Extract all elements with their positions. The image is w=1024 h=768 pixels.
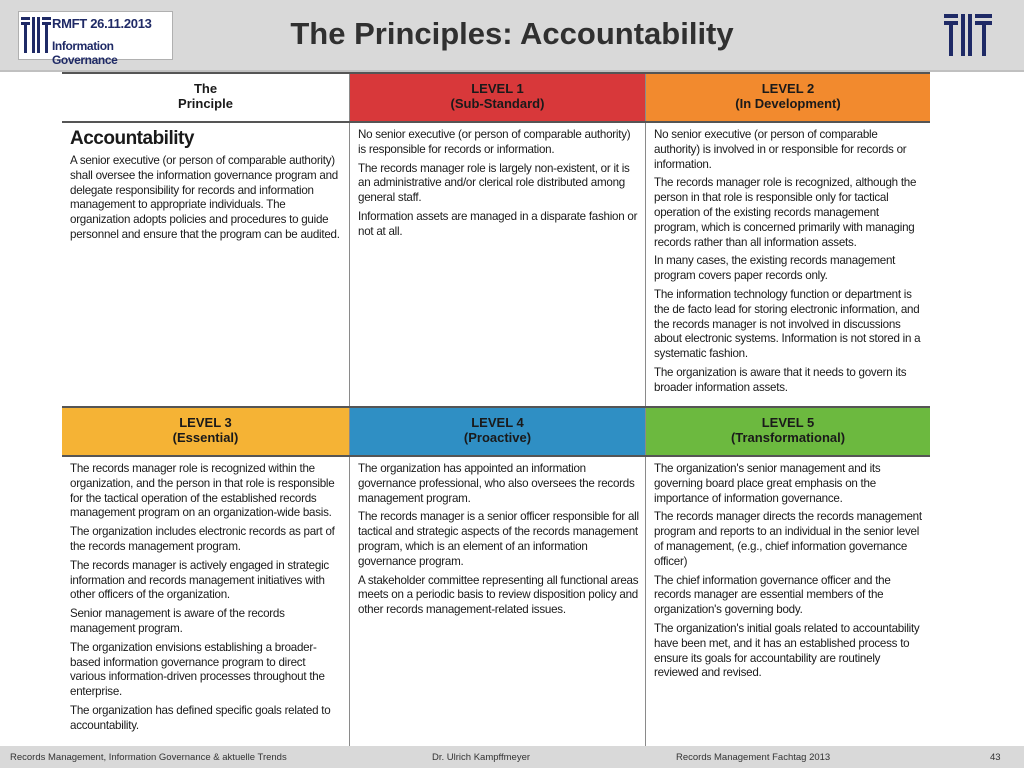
level-1-paragraph: No senior executive (or person of comparable authority) is responsible for records or information. bbox=[358, 128, 631, 156]
body-row-bottom bbox=[62, 457, 930, 746]
level-1-cell bbox=[350, 123, 646, 406]
pt-logo-icon bbox=[21, 17, 51, 53]
level-2-paragraph: The information technology function or department is the de facto lead for storing electronic information, and the records manager is not involved in discussions about electronic systems. Information is not stored in a systematic fashion. bbox=[654, 287, 921, 361]
header-level-3-line1: LEVEL 3 bbox=[179, 415, 232, 430]
level-4-paragraph: The organization has appointed an information governance professional, who also oversees the records management program. bbox=[358, 462, 635, 505]
level-3-cell bbox=[62, 457, 350, 746]
rmft-logo bbox=[18, 11, 173, 67]
header-level-5-line1: LEVEL 5 bbox=[761, 415, 815, 430]
header-principle bbox=[62, 74, 350, 121]
pt-brand-logo-icon bbox=[944, 14, 992, 56]
level-2-paragraph: In many cases, the existing records management program covers paper records only. bbox=[654, 254, 896, 283]
level-2-paragraph: The records manager role is recognized, although the person in that role is responsible only for tactical operation of the existing records management program, which is concerned primarily with managing records rather than all information assets. bbox=[654, 176, 917, 249]
maturity-model-table bbox=[62, 72, 930, 746]
level-3-paragraph: Senior management is aware of the records management program. bbox=[70, 607, 285, 635]
header-level-4-line1: LEVEL 4 bbox=[471, 415, 524, 430]
footer-page-number: 43 bbox=[990, 752, 1001, 763]
level-3-paragraph: The records manager role is recognized within the organization, and the person in that role is responsible for the tactical operation of the established records management program on an organization-wide basis. bbox=[70, 462, 335, 520]
principle-text: A senior executive (or person of comparable authority) shall oversee the information governance program and delegate responsibility for records and information management to appropriate individuals. The organization adopts policies and procedures to guide personnel and ensure that the program can be audited. bbox=[70, 154, 340, 241]
header-level-2-line1: LEVEL 2 bbox=[761, 81, 815, 96]
header-level-3-line2: (Essential) bbox=[172, 430, 239, 445]
header-level-1-line2: (Sub-Standard) bbox=[450, 96, 545, 111]
level-5-cell bbox=[646, 457, 930, 746]
header-level-5 bbox=[646, 408, 930, 455]
principle-name: Accountability bbox=[70, 128, 194, 149]
level-3-paragraph: The organization envisions establishing a broader-based information governance program to direct various information-driven processes throughout the enterprise. bbox=[70, 640, 325, 699]
level-5-paragraph: The chief information governance officer and the records manager are essential members of the organization's governing body. bbox=[654, 573, 891, 617]
header-principle-line1: The bbox=[193, 81, 218, 96]
level-2-paragraph: The organization is aware that it needs to govern its broader information assets. bbox=[654, 365, 907, 394]
principle-cell bbox=[62, 123, 350, 406]
header-principle-line2: Principle bbox=[178, 96, 233, 111]
level-5-paragraph: The records manager directs the records management program and reports to an individual in the senior level of management, (e.g., chief information governance officer) bbox=[654, 510, 922, 568]
level-5-paragraph: The organization's senior management and its governing board place great emphasis on the importance of information governance. bbox=[654, 462, 881, 505]
slide-header bbox=[0, 0, 1024, 72]
header-level-1 bbox=[350, 74, 646, 121]
level-5-paragraph: The organization's initial goals related to accountability have been met, and it has an established process to ensure its goals for accountability are routinely reviewed and revised. bbox=[654, 621, 920, 680]
level-2-paragraph: No senior executive (or person of comparable authority) is involved in or responsible for records or information. bbox=[654, 128, 907, 171]
header-level-4-line2: (Proactive) bbox=[463, 430, 532, 445]
footer-event: Records Management Fachtag 2013 bbox=[676, 752, 831, 763]
footer-author: Dr. Ulrich Kampffmeyer bbox=[432, 752, 531, 763]
slide-title: The Principles: Accountability bbox=[290, 16, 734, 51]
header-row-top bbox=[62, 74, 930, 121]
header-row-bottom bbox=[62, 408, 930, 455]
logo-subtitle: Information Governance bbox=[52, 39, 118, 67]
level-1-paragraph: Information assets are managed in a disparate fashion or not at all. bbox=[358, 209, 638, 238]
footer-title: Records Management, Information Governance & aktuelle Trends bbox=[10, 752, 287, 763]
logo-date: RMFT 26.11.2013 bbox=[52, 16, 152, 31]
level-3-paragraph: The organization includes electronic records as part of the records management program. bbox=[70, 525, 335, 553]
level-1-paragraph: The records manager role is largely non-existent, or it is an administrative and/or clerical role distributed among general staff. bbox=[358, 161, 630, 205]
header-level-3 bbox=[62, 408, 350, 455]
header-level-1-line1: LEVEL 1 bbox=[471, 81, 524, 96]
level-4-cell bbox=[350, 457, 646, 746]
header-level-4 bbox=[350, 408, 646, 455]
header-level-5-line2: (Transformational) bbox=[730, 430, 846, 445]
level-2-cell bbox=[646, 123, 930, 406]
level-4-paragraph: The records manager is a senior officer responsible for all tactical and strategic aspects of the records management program, which is an element of an information governance program. bbox=[358, 510, 639, 568]
level-4-paragraph: A stakeholder committee representing all functional areas meets on a periodic basis to review disposition policy and other records management-related issues. bbox=[358, 573, 639, 617]
header-level-2-line2: (In Development) bbox=[735, 96, 841, 111]
header-level-2 bbox=[646, 74, 930, 121]
level-3-paragraph: The records manager is actively engaged in strategic information and records management initiatives with other officers of the organization. bbox=[70, 558, 329, 602]
level-3-paragraph: The organization has defined specific goals related to accountability. bbox=[70, 703, 331, 732]
body-row-top bbox=[62, 123, 930, 406]
slide-footer bbox=[0, 746, 1024, 768]
